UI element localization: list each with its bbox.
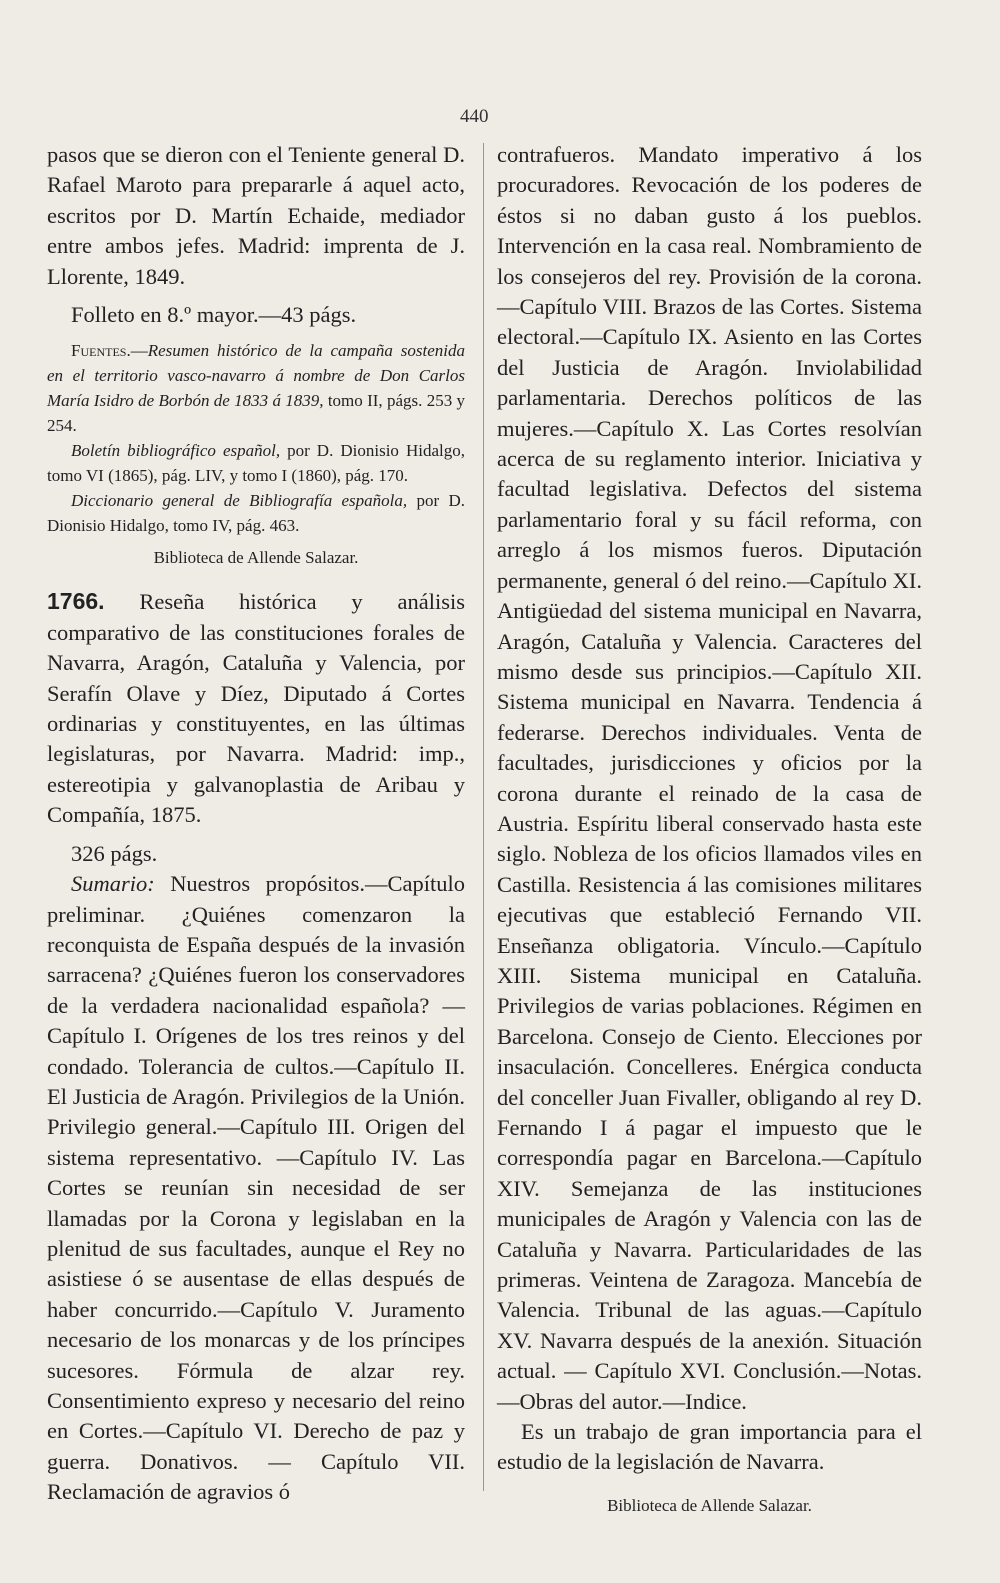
source-title: Resumen histórico de la campaña sostenida en el territorio vasco-navarro á nombre de Don Carlos María Isidro de Borbón de 1833 á 1839, [47, 341, 465, 411]
entry-1766 [47, 586, 465, 830]
source-title: Diccionario general de Bibliografía española, [71, 491, 408, 511]
format-line: Folleto en 8.º mayor.—43 págs. [71, 302, 357, 328]
library-holding: Biblioteca de Allende Salazar. [607, 1495, 812, 1515]
summary-text: Nuestros propósitos.—Capítulo preliminar. ¿Quiénes comenzaron la reconquista de España después de la invasión sarracena? ¿Quiénes fueron los conservadores de la verdadera nacionalidad española? —Capítulo I. Orígenes de los tres reinos y del condado. Tolerancia de cultos.—Capítulo II. El Justicia de Aragón. Privilegios de la Unión. Privilegio general.—Capítulo III. Origen del sistema representativo. —Capítulo IV. Las Cortes se reunían sin necesidad de ser llamadas por la Corona y legislaban en la plenitud de sus facultades, aunque el Rey no asistiese ó se ausentase de ellas después de haber concurrido.—Capítulo V. Juramento necesario de los monarcas y de los príncipes sucesores. Fórmula de alzar rey. Consentimiento expreso y necesario del reino en Cortes.—Capítulo VI. Derecho de paz y guerra. Donativos. — Capítulo VII. Reclamación de agravios ó [47, 871, 465, 1505]
right-column [497, 140, 922, 1518]
entry-continuation: pasos que se dieron con el Teniente general D. Rafael Maroto para prepararle á aquel acto, escritos por D. Martín Echaide, mediador entre ambos jefes. Madrid: imprenta de J. Llorente, 1849. [47, 142, 465, 289]
entry-number: 1766. [47, 588, 105, 615]
source-details: por D. Dionisio Hidalgo, tomo IV, pág. 463. [47, 491, 465, 536]
summary [47, 869, 465, 1508]
sources-label: Fuentes.— [71, 341, 148, 361]
entry-title: Reseña histórica y análisis comparativo de las constituciones forales de Navarra, Aragón, Cataluña y Valencia, por Serafín Olave y Díez, Diputado á Cortes ordinarias y constituyentes, en las últimas legislaturas, por Navarra. Madrid: imp., estereotipia y galvanoplastia de Aribau y Compañía, 1875. [47, 589, 465, 828]
sources-entry-3 [47, 488, 465, 538]
library-holding: Biblioteca de Allende Salazar. [153, 548, 359, 568]
left-column [47, 140, 465, 1508]
page-count: 326 págs. [71, 840, 158, 866]
source-title: Boletín bibliográfico español, [71, 441, 281, 461]
sources-entry-2 [47, 438, 465, 488]
column-divider [483, 143, 484, 1491]
source-details: tomo II, págs. 253 y 254. [47, 391, 466, 436]
summary-continuation: contrafueros. Mandato imperativo á los procuradores. Revocación de los poderes de éstos si no daban gusto á los pueblos. Intervención en la casa real. Nombramiento de los consejeros del rey. Provisión de la corona.—Capítulo VIII. Brazos de las Cortes. Sistema electoral.—Capítulo IX. Asiento en las Cortes del Justicia de Aragón. Inviolabilidad parlamentaria. Derechos políticos de las mujeres.—Capítulo X. Las Cortes resolvían acerca de su reglamento interior. Iniciativa y facultad legislativa. Defectos del sistema parlamentario foral y su fácil reforma, con arreglo á los mismos fueros. Diputación permanente, general ó del reino.—Capítulo XI. Antigüedad del sistema municipal en Navarra, Aragón, Cataluña y Valencia. Caracteres del mismo desde sus principios.—Capítulo XII. Sistema municipal en Navarra. Tendencia á federarse. Derechos individuales. Venta de facultades, jurisdicciones y oficios por la corona durante el reinado de la casa de Austria. Espíritu liberal conservado hasta este siglo. Nobleza de los oficios llamados viles en Castilla. Resistencia á las comisiones militares ejecutivas que estableció Fernando VII. Enseñanza obligatoria. Vínculo.—Capítulo XIII. Sistema municipal en Cataluña. Privilegios de varias poblaciones. Régimen en Barcelona. Consejo de Ciento. Elecciones por insaculación. Concelleres. Enérgica conducta del conceller Juan Fivaller, obligando al rey D. Fernando I á pagar el impuesto que le correspondía pagar en Barcelona.—Capítulo XIV. Semejanza de las instituciones municipales de Aragón y Valencia con las de Cataluña y Navarra. Particularidades de las primeras. Veintena de Zaragoza. Mancebía de Valencia. Tribunal de las aguas.—Capítulo XV. Navarra después de la anexión. Situación actual. — Capítulo XVI. Conclusión.—Notas.—Obras del autor.—Indice. [497, 142, 922, 1414]
summary-label: Sumario: [71, 871, 155, 897]
page-number: 440 [460, 106, 489, 127]
sources-entry-1 [47, 338, 465, 438]
importance-note: Es un trabajo de gran importancia para el estudio de la legislación de Navarra. [497, 1419, 922, 1475]
source-details: por D. Dionisio Hidalgo, tomo VI (1865), pág. LIV, y tomo I (1860), pág. 170. [47, 441, 465, 486]
